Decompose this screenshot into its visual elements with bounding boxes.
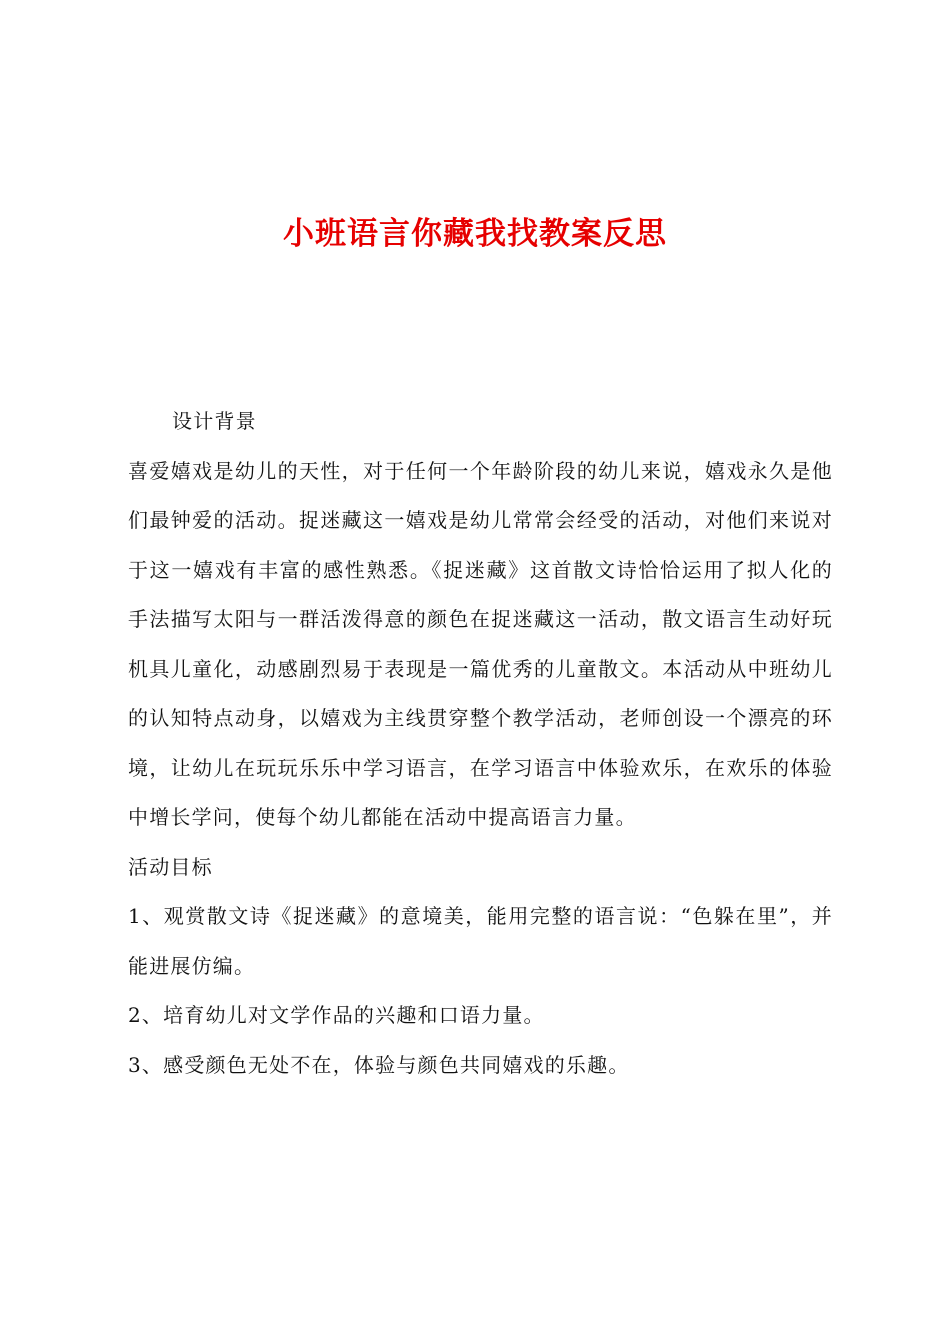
section-heading-activity-goals: 活动目标 [128,854,213,879]
goal-item-2: 2、培育幼儿对文学作品的兴趣和口语力量。 [128,1003,545,1027]
goal-item-3: 3、感受颜色无处不在，体验与颜色共同嬉戏的乐趣。 [128,1052,630,1077]
goal-item-1: 1、观赏散文诗《捉迷藏》的意境美，能用完整的语言说：“色躲在里”，并能进展仿编。 [128,904,833,978]
section-heading-design-background: 设计背景 [172,409,257,433]
paragraph-background-text: 喜爱嬉戏是幼儿的天性，对于任何一个年龄阶段的幼儿来说，嬉戏永久是他们最钟爱的活动。捉迷藏这一嬉戏是幼儿常常会经受的活动，对他们来说对于这一嬉戏有丰富的感性熟悉。《捉迷藏》这首散文诗恰恰运用了拟人化的手法描写太阳与一群活泼得意的颜色在捉迷藏这一活动，散文语言生动好玩机具儿童化，动感剧烈易于表现是一篇优秀的儿童散文。本活动从中班幼儿的认知特点动身，以嬉戏为主线贯穿整个教学活动，老师创设一个漂亮的环境，让幼儿在玩玩乐乐中学习语言，在学习语言中体验欢乐，在欢乐的体验中增长学问，使每个幼儿都能在活动中提高语言力量。 [128,458,833,829]
document-title: 小班语言你藏我找教案反思 [283,216,667,252]
document-body [128,397,833,1090]
